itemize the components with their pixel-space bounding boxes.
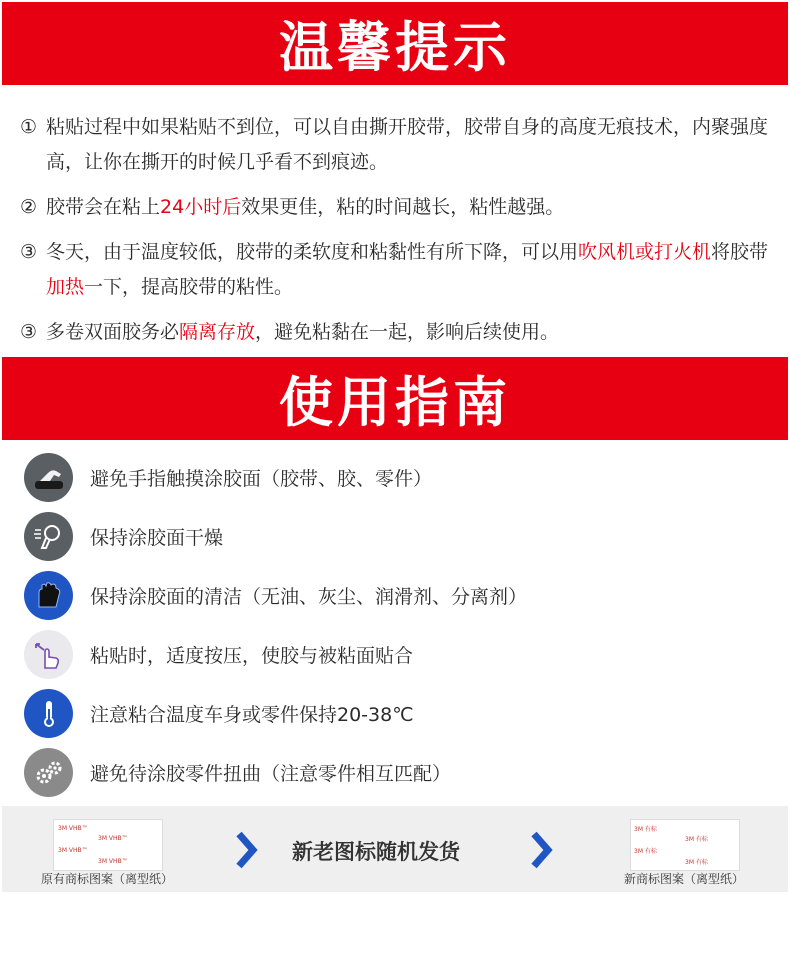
old-liner-image [53,819,163,871]
gears-icon [24,748,73,797]
tip-highlight: 吹风机或打火机 [578,241,712,263]
liner-mark: 3M 有标 [685,859,708,866]
liner-mark: 3M VHB™ [98,835,128,842]
liner-mark: 3M VHB™ [98,858,128,865]
new-liner-image [630,819,740,871]
tips-title: 温馨提示 [279,16,511,79]
tip-item [20,110,780,180]
tip-text [46,235,780,305]
tip-text [46,315,780,350]
guide-item [24,625,764,684]
tip-text-run: ，避免粘黏在一起，影响后续使用。 [255,321,560,343]
tip-text-run: 将胶带 [711,241,769,263]
guide-item [24,507,764,566]
guide-text: 避免待涂胶零件扭曲（注意零件相互匹配） [90,763,452,785]
thermometer-icon [24,689,73,738]
guide-list [24,448,764,802]
liner-mark: 3M VHB™ [58,825,88,832]
guide-item [24,743,764,802]
guide-text: 粘贴时，适度按压，使胶与被粘面贴合 [90,645,414,667]
tip-text-run: 胶带会在粘上 [46,196,161,218]
guide-text: 保持涂胶面的清洁（无油、灰尘、润滑剂、分离剂） [90,586,528,608]
guide-item [24,684,764,743]
guide-item [24,566,764,625]
guide-banner [2,357,788,440]
tip-highlight: 加热 [46,276,85,298]
tip-item [20,315,780,350]
tip-item [20,235,780,305]
tips-list [20,110,780,360]
tip-text-run: 效果更佳，粘的时间越长，粘性越强。 [241,196,565,218]
tip-number: ③ [20,321,38,343]
guide-text: 注意粘合温度车身或零件保持20-38℃ [90,704,414,726]
tip-text-run: 冬天，由于温度较低，胶带的柔软度和粘黏性有所下降，可以用 [46,241,579,263]
tip-number: ② [20,196,38,218]
guide-text: 保持涂胶面干燥 [90,527,224,549]
hair-dryer-icon [24,512,73,561]
random-shipping-text: 新老图标随机发货 [292,840,460,864]
tip-text-run: 多卷双面胶务必 [46,321,180,343]
glove-icon [24,571,73,620]
logo-notice-strip [2,806,788,892]
liner-mark: 3M 有标 [634,848,657,855]
tip-number: ③ [20,241,38,263]
press-hand-icon [24,630,73,679]
guide-item [24,448,764,507]
old-caption: 原有商标图案（离型纸） [40,872,173,886]
tip-text [46,190,780,225]
tip-highlight: 隔离存放 [179,321,256,343]
tip-highlight: 24小时后 [160,196,242,218]
guide-text: 避免手指触摸涂胶面（胶带、胶、零件） [90,468,433,490]
guide-title: 使用指南 [279,371,511,434]
tip-text [46,110,780,180]
chevron-right-icon [530,830,556,870]
liner-mark: 3M 有标 [634,826,657,833]
liner-mark: 3M 有标 [685,836,708,843]
tips-banner [2,2,788,85]
tip-text-run: 一下，提高胶带的粘性。 [84,276,294,298]
liner-mark: 3M VHB™ [58,847,88,854]
tip-item [20,190,780,225]
new-caption: 新商标图案（离型纸） [623,872,744,886]
tip-text-run: 粘贴过程中如果粘贴不到位，可以自由撕开胶带，胶带自身的高度无痕技术，内聚强度高，让你在撕开的时候几乎看不到痕迹。 [46,116,769,173]
finger-touch-icon [24,453,73,502]
tip-number: ① [20,116,38,138]
